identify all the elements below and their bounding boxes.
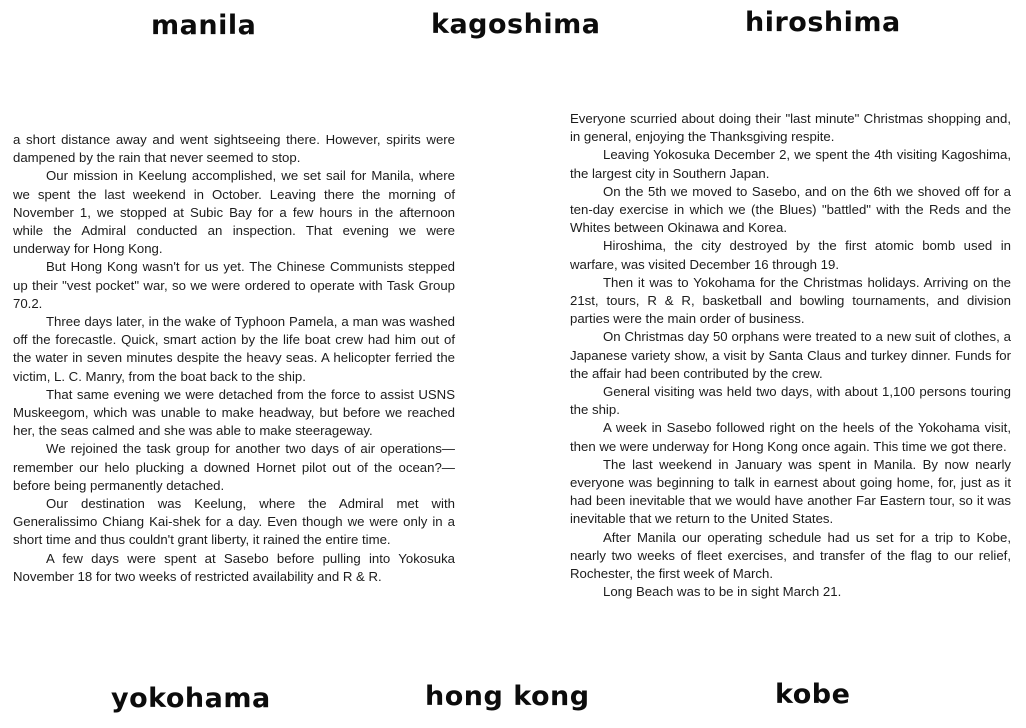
heading-yokohama: yokohama [111, 683, 271, 714]
paragraph: a short distance away and went sightseeing there. However, spirits were dampened by the rain that never seemed to stop. [13, 132, 455, 166]
left-column [13, 131, 455, 586]
paragraph: We rejoined the task group for another two days of air operations—remember our helo plucking a downed Hornet pilot out of the ocean?—before being permanently detached. [13, 441, 455, 493]
right-column [570, 110, 1011, 601]
paragraph: On the 5th we moved to Sasebo, and on the 6th we shoved off for a ten-day exercise in which we (the Blues) "battled" with the Reds and the Whites between Okinawa and Korea. [570, 183, 1011, 236]
paragraph: Our destination was Keelung, where the Admiral met with Generalissimo Chiang Kai-shek for a day. Even though we were only in a short time and thus couldn't grant liberty, it rained the entire time. [13, 496, 455, 548]
paragraph: After Manila our operating schedule had us set for a trip to Kobe, nearly two weeks of fleet exercises, and transfer of the flag to our relief, Rochester, the first week of March. [570, 529, 1011, 582]
paragraph: But Hong Kong wasn't for us yet. The Chinese Communists stepped up their "vest pocket" war, so we were ordered to operate with Task Group 70.2. [13, 259, 455, 311]
paragraph: The last weekend in January was spent in Manila. By now nearly everyone was beginning to talk in earnest about going home, for, just as it had been inevitable that we would have another Far Eastern tour, so it was inevitable that we return to the United States. [570, 456, 1011, 527]
paragraph: Three days later, in the wake of Typhoon Pamela, a man was washed off the forecastle. Quick, smart action by the life boat crew had him out of the water in seven minutes despite the heavy seas. A helicopter ferried the victim, L. C. Manry, from the boat back to the ship. [13, 314, 455, 384]
paragraph: A week in Sasebo followed right on the heels of the Yokohama visit, then we were underway for Hong Kong once again. This time we got there. [570, 420, 1011, 454]
paragraph: On Christmas day 50 orphans were treated to a new suit of clothes, a Japanese variety show, a visit by Santa Claus and turkey dinner. Funds for the affair had been contributed by the crew. [570, 329, 1011, 381]
paragraph: Then it was to Yokohama for the Christmas holidays. Arriving on the 21st, tours, R & R, basketball and bowling tournaments, and division parties were the main order of business. [570, 274, 1011, 327]
heading-hong-kong: hong kong [425, 681, 590, 712]
paragraph: Hiroshima, the city destroyed by the first atomic bomb used in warfare, was visited December 16 through 19. [570, 238, 1011, 272]
paragraph: Our mission in Keelung accomplished, we set sail for Manila, where we spent the last weekend in October. Leaving there the morning of November 1, we stopped at Subic Bay for a few hours in the afternoon while the Admiral conducted an inspection. That evening we were underway for Hong Kong. [13, 168, 455, 257]
paragraph: Long Beach was to be in sight March 21. [603, 584, 842, 600]
paragraph: General visiting was held two days, with about 1,100 persons touring the ship. [570, 384, 1011, 418]
paragraph: A few days were spent at Sasebo before pulling into Yokosuka November 18 for two weeks of restricted availability and R & R. [13, 550, 455, 584]
heading-manila: manila [151, 10, 257, 41]
heading-hiroshima: hiroshima [745, 7, 901, 38]
paragraph: Leaving Yokosuka December 2, we spent the 4th visiting Kagoshima, the largest city in Southern Japan. [570, 147, 1011, 181]
paragraph: Everyone scurried about doing their "last minute" Christmas shopping and, in general, enjoying the Thanksgiving respite. [570, 111, 1011, 145]
heading-kobe: kobe [775, 679, 851, 710]
paragraph: That same evening we were detached from the force to assist USNS Muskeegom, which was unable to make headway, but before we reached her, the seas calmed and she was able to make steerageway. [13, 386, 455, 439]
heading-kagoshima: kagoshima [431, 9, 601, 40]
